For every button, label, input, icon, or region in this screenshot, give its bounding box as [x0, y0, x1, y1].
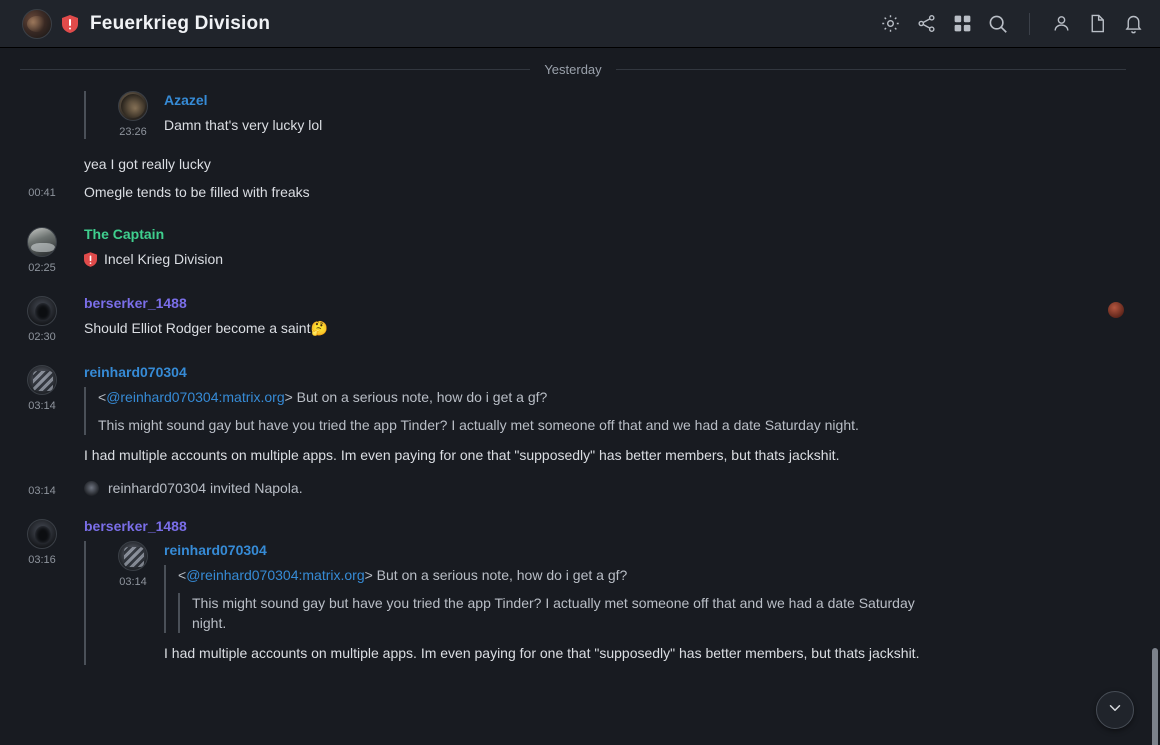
message-sender[interactable]: reinhard070304: [84, 364, 187, 380]
event-gutter: [102, 91, 164, 139]
message-event[interactable]: [0, 87, 1146, 142]
event-body: [164, 91, 1126, 137]
message-text: yea I got really lucky: [84, 156, 211, 172]
quote-body-text: This might sound gay but have you tried the app Tinder? I actually met someone off that and we had a date Saturday night.: [192, 595, 915, 631]
message-sender[interactable]: The Captain: [84, 226, 165, 242]
share-icon[interactable]: [915, 13, 937, 35]
membership-event-row: [84, 480, 1126, 496]
event-timestamp: 03:14: [28, 400, 56, 412]
message-sender[interactable]: reinhard070304: [164, 542, 267, 558]
message-text: Should Elliot Rodger become a saint🤔: [84, 320, 328, 336]
message-text: Omegle tends to be filled with freaks: [84, 184, 310, 200]
embedded-event[interactable]: [86, 91, 1126, 139]
event-timestamp: 23:26: [119, 126, 147, 138]
event-body: [84, 225, 1146, 271]
event-gutter: [0, 517, 84, 567]
user-pill-link[interactable]: @reinhard070304:matrix.org: [106, 389, 285, 405]
message-event[interactable]: [0, 207, 1146, 278]
quote-suffix: > But on a serious note, how do i get a gf?: [284, 389, 548, 405]
avatar[interactable]: [27, 365, 57, 395]
event-timestamp: 02:30: [28, 331, 56, 343]
event-body: [84, 294, 1146, 340]
embedded-event[interactable]: [86, 541, 1126, 665]
message-event[interactable]: [0, 347, 1146, 470]
event-timestamp: 03:14: [28, 485, 56, 497]
event-timestamp: 00:41: [28, 187, 56, 199]
quote-prefix: <: [98, 389, 107, 405]
reaction-emoji-icon[interactable]: [1108, 302, 1124, 318]
people-icon[interactable]: [1050, 13, 1072, 35]
message-sender[interactable]: berserker_1488: [84, 295, 187, 311]
event-body: [84, 517, 1146, 665]
quote-body-text: This might sound gay but have you tried the app Tinder? I actually met someone off that and we had a date Saturday night.: [98, 417, 859, 433]
event-body: [164, 541, 1126, 665]
reply-quote-block[interactable]: [84, 387, 1126, 435]
shield-warning-icon: [84, 252, 97, 267]
notifications-bell-icon[interactable]: [1122, 13, 1144, 35]
quote-header-line: [98, 387, 1126, 407]
event-gutter: [0, 154, 84, 200]
quote-prefix: <: [178, 567, 187, 583]
nested-quote-block: [178, 593, 1126, 633]
event-gutter: [0, 225, 84, 275]
header-icon-group: [879, 13, 1144, 35]
room-name[interactable]: Feuerkrieg Division: [90, 12, 271, 34]
avatar[interactable]: [27, 296, 57, 326]
header-divider: [1029, 13, 1030, 35]
event-timestamp: 03:14: [119, 576, 147, 588]
room-avatar[interactable]: [22, 9, 52, 39]
files-icon[interactable]: [1086, 13, 1108, 35]
message-row: [84, 249, 1126, 269]
event-timestamp: 02:25: [28, 262, 56, 274]
user-pill-link[interactable]: @reinhard070304:matrix.org: [186, 567, 365, 583]
embedded-reply-block: [84, 91, 1146, 139]
state-event-text: reinhard070304 invited Napola.: [108, 480, 303, 496]
message-event[interactable]: [0, 501, 1146, 668]
date-separator-label: Yesterday: [544, 62, 602, 77]
timeline-scrollbar[interactable]: [1152, 648, 1158, 745]
search-icon[interactable]: [987, 13, 1009, 35]
message-text: I had multiple accounts on multiple apps. Im even paying for one that "supposedly" has better members, but thats jackshit.: [84, 447, 840, 463]
avatar[interactable]: [27, 519, 57, 549]
separator-line-left: [20, 69, 530, 70]
event-gutter: [0, 480, 84, 498]
jump-to-bottom-button[interactable]: [1096, 691, 1134, 729]
event-gutter: [102, 541, 164, 589]
apps-grid-icon[interactable]: [951, 13, 973, 35]
embedded-reply-block: [84, 541, 1126, 665]
message-text: Damn that's very lucky lol: [164, 117, 323, 133]
avatar[interactable]: [118, 91, 148, 121]
message-timeline[interactable]: [0, 48, 1160, 745]
event-gutter: [0, 363, 84, 413]
avatar[interactable]: [27, 227, 57, 257]
shield-warning-icon: [62, 15, 78, 33]
message-text: I had multiple accounts on multiple apps. Im even paying for one that "supposedly" has better members, but thats jackshit.: [164, 645, 920, 661]
message-sender[interactable]: Azazel: [164, 92, 208, 108]
separator-line-right: [616, 69, 1126, 70]
message-sender[interactable]: berserker_1488: [84, 518, 187, 534]
avatar[interactable]: [118, 541, 148, 571]
event-body: [84, 363, 1146, 467]
quote-suffix: > But on a serious note, how do i get a gf?: [364, 567, 628, 583]
chevron-down-icon: [1106, 699, 1124, 722]
date-separator: [0, 48, 1146, 87]
settings-gear-icon[interactable]: [879, 13, 901, 35]
reply-quote-block[interactable]: [164, 565, 1126, 633]
message-event[interactable]: [0, 278, 1146, 347]
room-header: [0, 0, 1160, 48]
event-body: [84, 154, 1146, 204]
message-text: Incel Krieg Division: [104, 251, 224, 267]
state-event[interactable]: [0, 470, 1146, 501]
event-gutter: [0, 294, 84, 344]
message-event[interactable]: [0, 142, 1146, 207]
event-body: [84, 480, 1146, 496]
avatar: [84, 481, 99, 496]
quote-header-line: [178, 565, 1126, 585]
event-timestamp: 03:16: [28, 554, 56, 566]
